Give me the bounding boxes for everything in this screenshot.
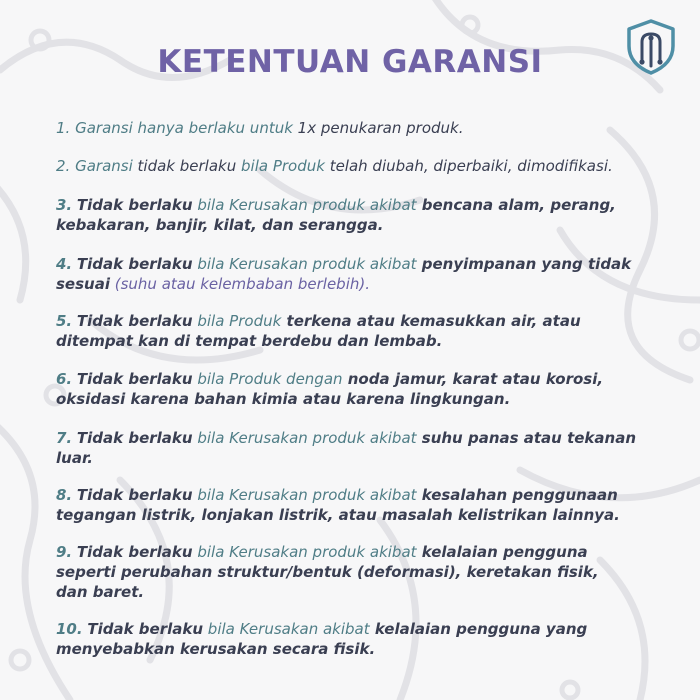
term-9: 9. Tidak berlaku bila Kerusakan produk akibat kelalaian pengguna seperti perubahan struktur/bentuk (deformasi), keretakan fisik, dan baret. [56, 543, 599, 601]
term-2: 2. Garansi tidak berlaku bila Produk telah diubah, diperbaiki, dimodifikasi. [56, 157, 613, 175]
term-5: 5. Tidak berlaku bila Produk terkena atau kemasukkan air, atau ditempat kan di tempat berdebu dan lembab. [56, 312, 581, 350]
term-7: 7. Tidak berlaku bila Kerusakan produk akibat suhu panas atau tekanan luar. [56, 429, 637, 467]
term-1: 1. Garansi hanya berlaku untuk 1x penukaran produk. [56, 119, 464, 137]
term-3: 3. Tidak berlaku bila Kerusakan produk akibat bencana alam, perang, kebakaran, banjir, kilat, dan serangga. [56, 196, 616, 234]
term-4: 4. Tidak berlaku bila Kerusakan produk akibat penyimpanan yang tidak sesuai (suhu atau kelembaban berlebih). [56, 255, 632, 293]
term-6: 6. Tidak berlaku bila Produk dengan noda jamur, karat atau korosi, oksidasi karena bahan kimia atau karena lingkungan. [56, 370, 604, 408]
term-8: 8. Tidak berlaku bila Kerusakan produk akibat kesalahan penggunaan tegangan listrik, lonjakan listrik, atau masalah kelistrikan lainnya. [56, 486, 620, 524]
term-10: 10. Tidak berlaku bila Kerusakan akibat kelalaian pengguna yang menyebabkan kerusakan secara fisik. [56, 620, 588, 658]
page-title: KETENTUAN GARANSI [157, 44, 543, 80]
